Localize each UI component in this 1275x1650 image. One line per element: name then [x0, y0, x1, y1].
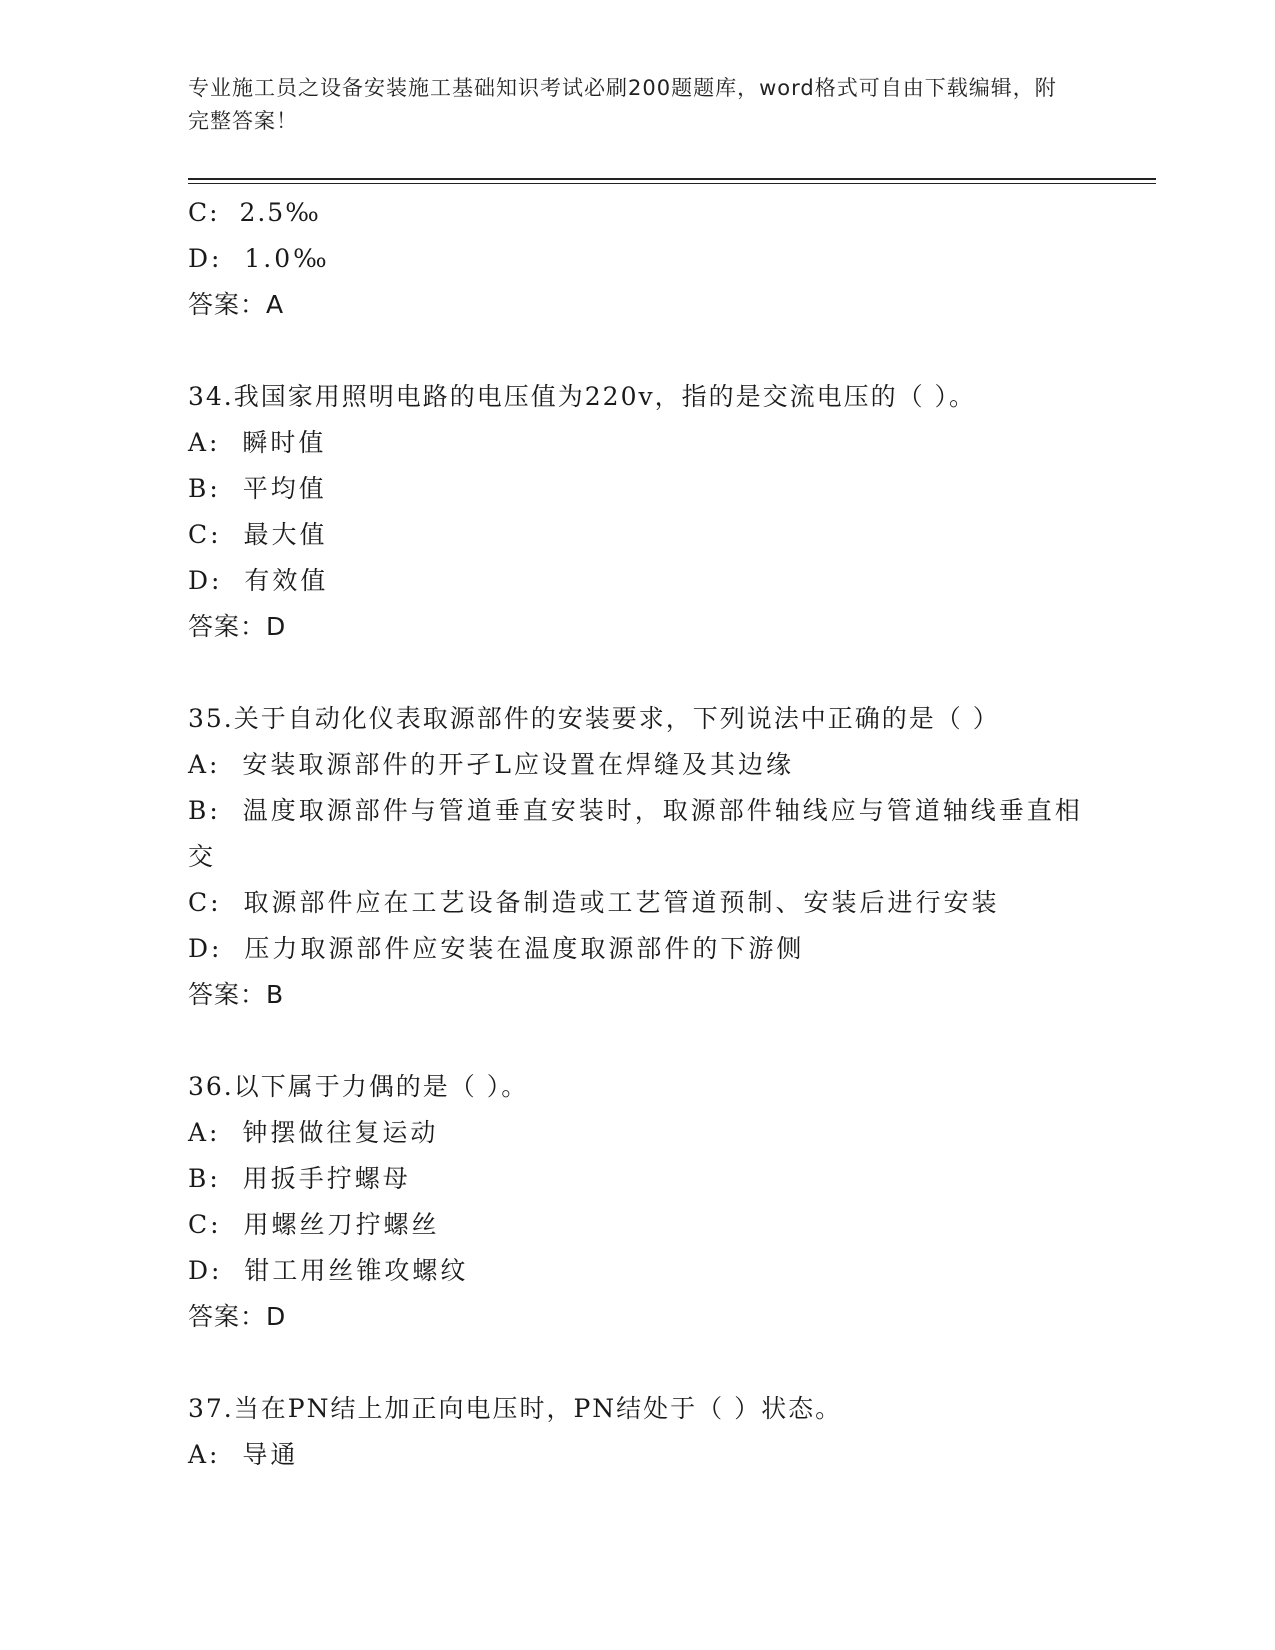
answer: 答案：A — [188, 290, 285, 319]
option-a: A: 钟摆做往复运动 — [188, 1118, 439, 1147]
question-stem: 37.当在PN结上加正向电压时，PN结处于（ ）状态。 — [188, 1394, 843, 1423]
option-a: A: 导通 — [188, 1440, 299, 1469]
option-d: D: 钳工用丝锥攻螺纹 — [188, 1256, 469, 1285]
option-a: A: 瞬时值 — [188, 428, 327, 457]
question-36 — [188, 1064, 1088, 1340]
header-divider-thick — [188, 178, 1156, 180]
question-33-tail — [188, 190, 1088, 328]
question-35 — [188, 696, 1088, 1018]
option-b: B: 平均值 — [188, 474, 327, 503]
question-stem: 34.我国家用照明电路的电压值为220v，指的是交流电压的（ ）。 — [188, 382, 977, 411]
option-b: B: 用扳手拧螺母 — [188, 1164, 411, 1193]
option-c: C: 最大值 — [188, 520, 328, 549]
question-34 — [188, 374, 1088, 650]
answer: 答案：D — [188, 612, 287, 641]
document-header: 专业施工员之设备安装施工基础知识考试必刷200题题库，word格式可自由下载编辑，附完整答案！ — [188, 76, 1057, 133]
option-c: C: 用螺丝刀拧螺丝 — [188, 1210, 440, 1239]
question-stem: 36.以下属于力偶的是（ ）。 — [188, 1072, 529, 1101]
option-a: A: 安装取源部件的开孑L应设置在焊缝及其边缘 — [188, 750, 794, 779]
question-list — [188, 190, 1088, 1478]
option-c: C: 2.5‰ — [188, 198, 321, 227]
option-c: C: 取源部件应在工艺设备制造或工艺管道预制、安装后进行安装 — [188, 888, 1000, 917]
question-stem: 35.关于自动化仪表取源部件的安装要求，下列说法中正确的是（ ） — [188, 704, 1000, 733]
question-37 — [188, 1386, 1088, 1478]
answer: 答案：B — [188, 980, 285, 1009]
header-divider-thin — [188, 183, 1156, 184]
answer: 答案：D — [188, 1302, 287, 1331]
option-b: B: 温度取源部件与管道垂直安装时，取源部件轴线应与管道轴线垂直相交 — [188, 796, 1083, 871]
option-d: D: 压力取源部件应安装在温度取源部件的下游侧 — [188, 934, 805, 963]
option-d: D: 1.0‰ — [188, 244, 330, 273]
option-d: D: 有效值 — [188, 566, 329, 595]
